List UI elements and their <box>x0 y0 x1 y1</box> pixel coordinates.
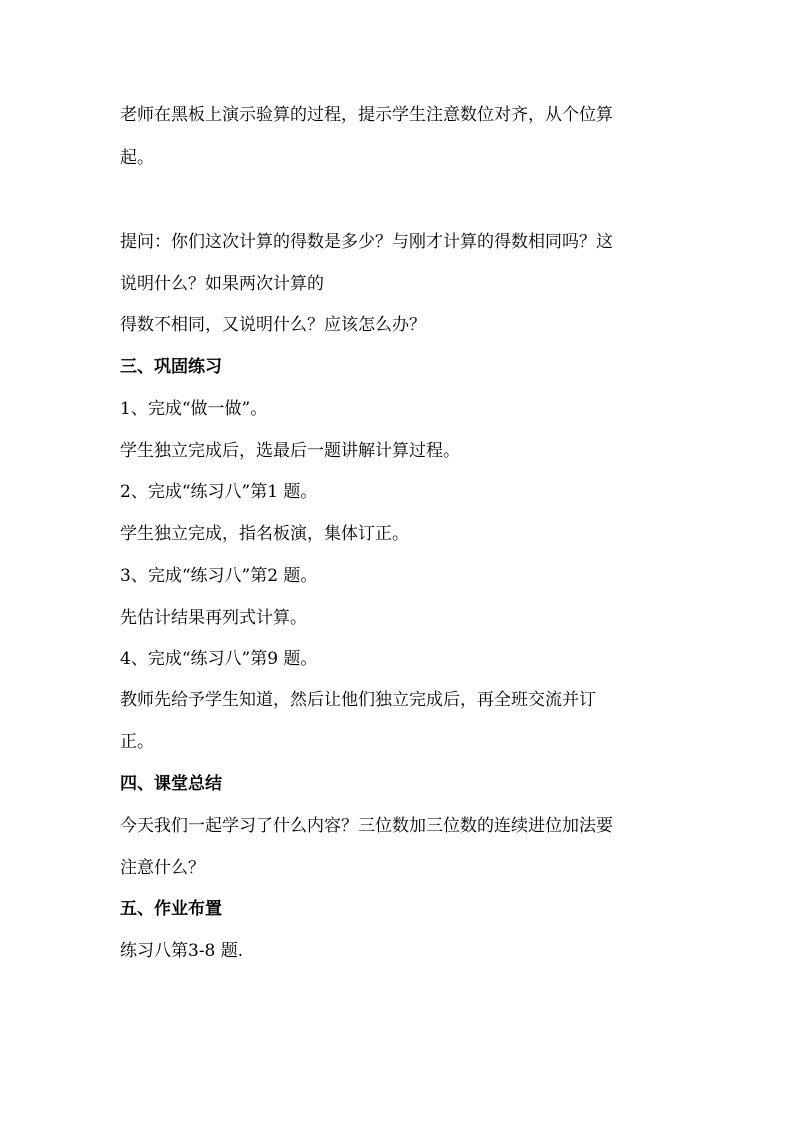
list-item-note: 先估计结果再列式计算。 <box>120 608 307 628</box>
paragraph-line: 今天我们一起学习了什么内容？三位数加三位数的连续进位加法要 <box>120 816 613 836</box>
paragraph-line: 老师在黑板上演示验算的过程，提示学生注意数位对齐，从个位算 <box>120 105 613 125</box>
section-heading: 三、巩固练习 <box>120 357 222 377</box>
paragraph-line: 起。 <box>120 148 154 168</box>
paragraph-line: 练习八第3-8 题. <box>120 941 244 961</box>
list-item: 1、完成“做一做”。 <box>120 399 268 419</box>
section-heading: 五、作业布置 <box>120 899 222 919</box>
paragraph-line: 得数不相同，又说明什么？应该怎么办？ <box>120 315 426 335</box>
paragraph-line: 说明什么？如果两次计算的 <box>120 274 324 294</box>
section-heading: 四、课堂总结 <box>120 774 222 794</box>
paragraph-line: 提问：你们这次计算的得数是多少？与刚才计算的得数相同吗？这 <box>120 232 613 252</box>
list-item: 2、完成“练习八”第1 题。 <box>120 482 318 502</box>
list-item-note: 学生独立完成后，选最后一题讲解计算过程。 <box>120 441 460 461</box>
list-item-note: 正。 <box>120 732 154 752</box>
list-item: 4、完成“练习八”第9 题。 <box>120 649 318 669</box>
list-item: 3、完成“练习八”第2 题。 <box>120 566 318 586</box>
paragraph-line: 注意什么？ <box>120 858 205 878</box>
list-item-note: 教师先给予学生知道，然后让他们独立完成后，再全班交流并订 <box>120 690 596 710</box>
list-item-note: 学生独立完成，指名板演，集体订正。 <box>120 524 409 544</box>
